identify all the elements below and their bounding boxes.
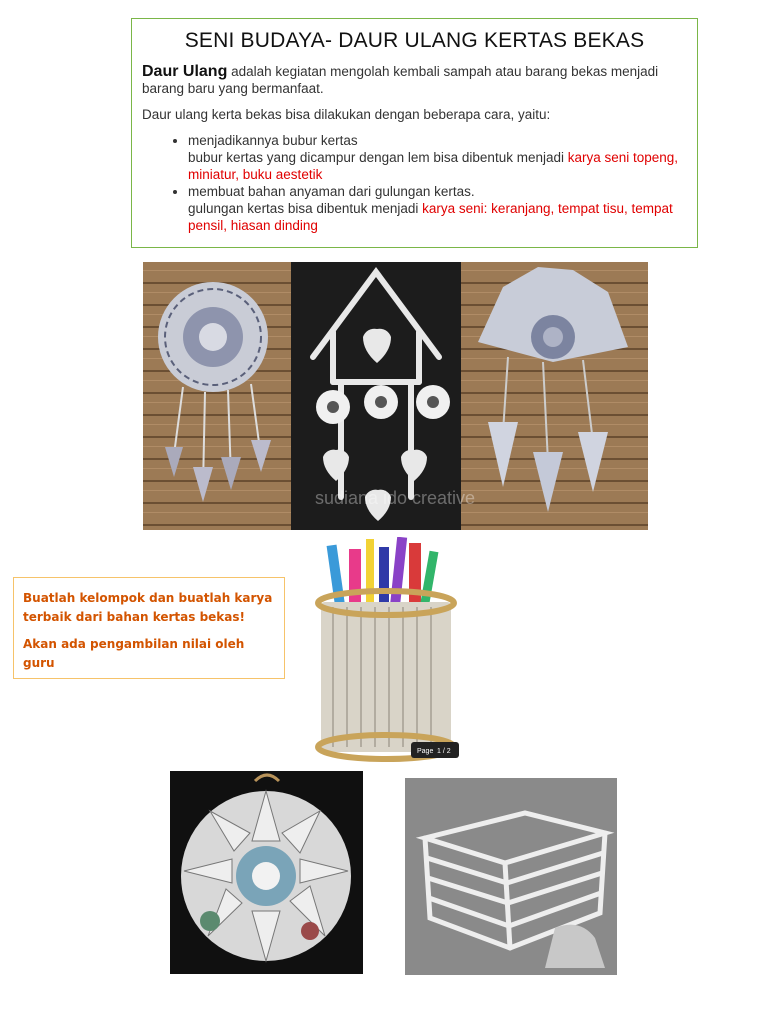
- lead-term: Daur Ulang: [142, 63, 228, 80]
- methods-list: [142, 132, 687, 234]
- page-label: Page: [417, 748, 434, 755]
- info-box: [131, 18, 698, 248]
- pencil-holder-image: [311, 537, 461, 763]
- list-item: [188, 183, 687, 234]
- paper-wreath-image: [170, 771, 363, 974]
- collage-watermark: sudiana ido creative: [314, 488, 476, 508]
- list-item: [188, 132, 687, 183]
- definition-paragraph: [142, 63, 687, 97]
- page-title: SENI BUDAYA- DAUR ULANG KERTAS BEKAS: [184, 29, 645, 52]
- wall-hanging-collage-image: [143, 262, 648, 530]
- paper-basket-image: [405, 778, 617, 975]
- intro-paragraph: Daur ulang kerta bekas bisa dilakukan dengan beberapa cara, yaitu:: [142, 107, 551, 122]
- method-heading: menjadikannya bubur kertas: [188, 133, 358, 148]
- page-value: 1 / 2: [437, 748, 451, 755]
- note-box: [13, 577, 285, 679]
- definition-text: adalah kegiatan mengolah kembali sampah atau barang bekas menjadi barang baru yang bermanfaat.: [142, 64, 659, 96]
- method-desc: bubur kertas yang dicampur dengan lem bisa dibentuk menjadi: [188, 150, 568, 165]
- note-instruction: Buatlah kelompok dan buatlah karya terbaik dari bahan kertas bekas!: [23, 591, 273, 624]
- method-heading: membuat bahan anyaman dari gulungan kertas.: [188, 184, 475, 199]
- paper-wreath-icon: [181, 791, 351, 961]
- method-highlight: karya seni: keranjang, tempat tisu, tempat pensil, hiasan dinding: [188, 201, 673, 233]
- method-highlight: karya seni topeng, miniatur, buku aestetik: [188, 150, 679, 182]
- method-desc: gulungan kertas bisa dibentuk menjadi: [188, 201, 423, 216]
- note-assessment: Akan ada pengambilan nilai oleh guru: [23, 637, 245, 670]
